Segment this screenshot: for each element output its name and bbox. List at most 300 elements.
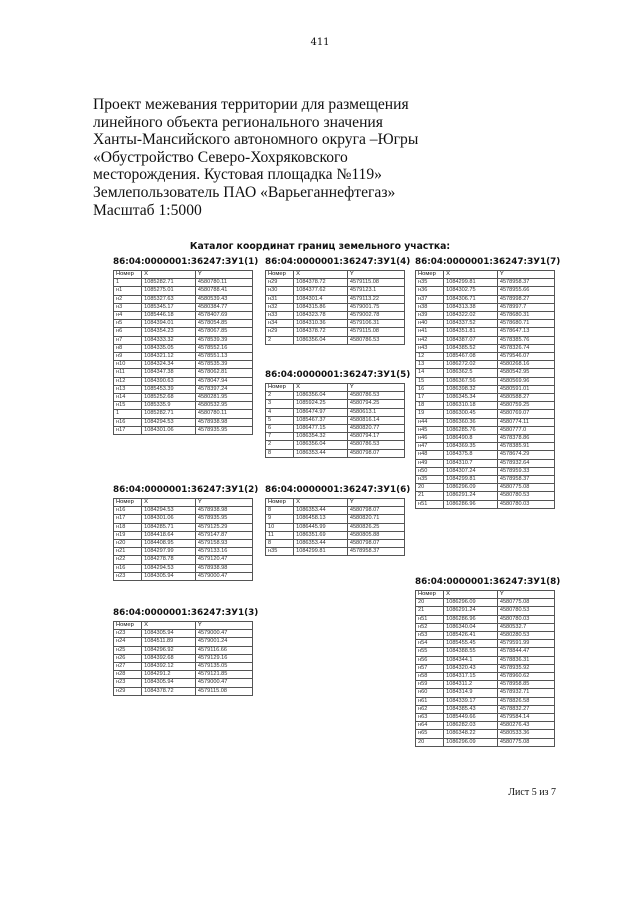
y-coordinate: 4580591.01 [497,385,554,393]
table-row [266,531,405,539]
x-coordinate: 1084394.01 [142,320,196,328]
table-row [114,630,253,638]
x-coordinate: 1084324.34 [142,361,196,369]
table-row [416,410,555,418]
table-row [114,328,253,336]
block-title: 86:04:0000001:36247:ЗУ1(4) [265,257,411,267]
table-row [114,336,253,344]
point-number: 10 [266,523,294,531]
x-coordinate: 1086474.97 [294,408,348,416]
x-coordinate: 1084392.68 [142,654,196,662]
column-header: Номер [266,384,294,392]
x-coordinate: 1086340.04 [444,623,498,631]
point-number: н60 [416,689,444,697]
point-number: н17 [114,426,142,434]
table-header-row [416,591,555,599]
table-row [416,418,555,426]
point-number: н57 [416,664,444,672]
x-coordinate: 1084418.64 [142,531,196,539]
table-row [266,408,405,416]
point-number: 13 [416,361,444,369]
table-row [416,279,555,287]
x-coordinate: 1084315.86 [294,303,348,311]
coordinates-table [113,270,253,435]
y-coordinate: 4580805.88 [347,531,404,539]
point-number: н5 [114,320,142,328]
point-number: 15 [416,377,444,385]
point-number: 8 [266,507,294,515]
point-number: н62 [416,705,444,713]
point-number: 2 [266,441,294,449]
x-coordinate: 1084351.81 [444,328,498,336]
y-coordinate: 4578535.39 [195,361,252,369]
x-coordinate: 1084291.2 [142,671,196,679]
x-coordinate: 1086353.44 [294,507,348,515]
point-number: 3 [266,400,294,408]
y-coordinate: 4579546.07 [497,353,554,361]
y-coordinate: 4578958.37 [347,548,404,556]
y-coordinate: 4578378.86 [497,435,554,443]
point-number: 20 [416,738,444,746]
x-coordinate: 1086353.44 [294,540,348,548]
y-coordinate: 4578932.64 [497,459,554,467]
table-row [114,687,253,695]
x-coordinate: 1084311.2 [444,681,498,689]
point-number: н34 [266,320,294,328]
table-row [416,599,555,607]
x-coordinate: 1084337.52 [444,320,498,328]
table-row [416,492,555,500]
table-row [416,500,555,508]
table-row [114,548,253,556]
y-coordinate: 4578958.37 [497,279,554,287]
column-header: Номер [114,271,142,279]
point-number: н32 [266,303,294,311]
heading-line: Проект межевания территории для размещения [93,96,409,113]
table-row [416,648,555,656]
y-coordinate: 4579121.85 [195,671,252,679]
x-coordinate: 1086272.02 [444,361,498,369]
x-coordinate: 1084323.78 [294,312,348,320]
coord-block [415,257,561,509]
table-row [114,426,253,434]
coordinates-table [265,383,405,458]
y-coordinate: 4579001.75 [347,303,404,311]
point-number: н29 [266,279,294,287]
table-row [416,484,555,492]
x-coordinate: 1085453.39 [142,385,196,393]
x-coordinate: 1084294.53 [142,418,196,426]
block-title: 86:04:0000001:36247:ЗУ1(2) [113,485,259,495]
column-header: Y [347,384,404,392]
y-coordinate: 4580532.7 [497,623,554,631]
column-header: X [294,499,348,507]
table-row [114,279,253,287]
coordinates-table [113,498,253,581]
point-number: н37 [416,295,444,303]
x-coordinate: 1086296.09 [444,484,498,492]
y-coordinate: 4580780.11 [195,279,252,287]
column-header: X [444,591,498,599]
table-row [114,523,253,531]
point-number: н50 [416,467,444,475]
table-row [114,638,253,646]
point-number: н47 [416,443,444,451]
table-row [416,312,555,320]
heading-line: Ханты-Мансийского автономного округа –Югры [93,131,419,149]
table-row [416,443,555,451]
y-coordinate: 4579000.47 [195,630,252,638]
point-number: 6 [266,425,294,433]
y-coordinate: 4579129.16 [195,654,252,662]
point-number: н8 [114,344,142,352]
x-coordinate: 1086282.03 [444,722,498,730]
y-coordinate: 4580786.53 [347,392,404,400]
table-row [114,663,253,671]
table-row [416,722,555,730]
x-coordinate: 1084335.05 [142,344,196,352]
coord-block [113,608,259,696]
y-coordinate: 4578826.58 [497,697,554,705]
y-coordinate: 4578959.33 [497,467,554,475]
x-coordinate: 1084369.35 [444,443,498,451]
point-number: 7 [266,433,294,441]
x-coordinate: 1085446.18 [142,312,196,320]
table-row [416,336,555,344]
table-row [416,664,555,672]
point-number: н12 [114,377,142,385]
table-row [416,303,555,311]
y-coordinate: 4580759.25 [497,402,554,410]
y-coordinate: 4580798.07 [347,449,404,457]
coordinates-table [113,621,253,696]
table-row [416,287,555,295]
table-row [416,328,555,336]
x-coordinate: 1084378.72 [294,279,348,287]
table-row [266,540,405,548]
y-coordinate: 4578539.39 [195,336,252,344]
y-coordinate: 4579591.99 [497,640,554,648]
x-coordinate: 1084310.36 [294,320,348,328]
y-coordinate: 4578938.98 [195,418,252,426]
table-row [266,416,405,424]
x-coordinate: 1086296.09 [444,738,498,746]
x-coordinate: 1085426.41 [444,632,498,640]
y-coordinate: 4578326.74 [497,344,554,352]
y-coordinate: 4579115.08 [195,687,252,695]
table-row [416,632,555,640]
y-coordinate: 4579584.14 [497,714,554,722]
x-coordinate: 1086360.36 [444,418,498,426]
point-number: 12 [416,353,444,361]
coord-block [265,370,411,458]
table-row [416,689,555,697]
point-number: н18 [114,523,142,531]
table-row [416,730,555,738]
point-number: 2 [266,336,294,344]
heading-line: Масштаб 1:5000 [93,201,202,219]
point-number: 16 [416,385,444,393]
point-number: 20 [416,599,444,607]
table-row [416,320,555,328]
table-row [114,353,253,361]
x-coordinate: 1086367.56 [444,377,498,385]
table-row [114,344,253,352]
point-number: н22 [114,556,142,564]
x-coordinate: 1084321.12 [142,353,196,361]
point-number: н23 [114,630,142,638]
table-row [114,295,253,303]
x-coordinate: 1084305.94 [142,630,196,638]
table-row [416,295,555,303]
table-row [114,507,253,515]
y-coordinate: 4580798.07 [347,540,404,548]
table-row [416,402,555,410]
point-number: н23 [114,572,142,580]
x-coordinate: 1085345.17 [142,303,196,311]
point-number: н64 [416,722,444,730]
x-coordinate: 1086458.13 [294,515,348,523]
point-number: н17 [114,515,142,523]
table-header-row [266,271,405,279]
y-coordinate: 4578385.91 [497,443,554,451]
x-coordinate: 1084299.81 [444,476,498,484]
y-coordinate: 4580786.53 [347,336,404,344]
point-number: н31 [266,295,294,303]
coordinates-table [415,590,555,747]
point-number: н54 [416,640,444,648]
point-number: н21 [114,548,142,556]
y-coordinate: 4578932.71 [497,689,554,697]
y-coordinate: 4580774.11 [497,418,554,426]
heading-line: «Обустройство Северо-Хохряковского [93,148,348,166]
column-header: Y [347,271,404,279]
y-coordinate: 4580780.53 [497,492,554,500]
x-coordinate: 1084390.63 [142,377,196,385]
x-coordinate: 1086351.69 [294,531,348,539]
point-number: н19 [114,531,142,539]
x-coordinate: 1086353.44 [294,449,348,457]
table-row [114,646,253,654]
x-coordinate: 1086286.96 [444,615,498,623]
point-number: н45 [416,426,444,434]
point-number: н48 [416,451,444,459]
x-coordinate: 1084375.8 [444,451,498,459]
x-coordinate: 1084305.94 [142,679,196,687]
table-row [114,531,253,539]
x-coordinate: 1086291.24 [444,492,498,500]
y-coordinate: 4579001.24 [195,638,252,646]
point-number: 2 [266,392,294,400]
point-number: н13 [114,385,142,393]
y-coordinate: 4578062.81 [195,369,252,377]
y-coordinate: 4578551.13 [195,353,252,361]
x-coordinate: 1086356.04 [294,336,348,344]
y-coordinate: 4579000.47 [195,679,252,687]
x-coordinate: 1084378.72 [142,687,196,695]
y-coordinate: 4578844.47 [497,648,554,656]
table-row [114,312,253,320]
point-number: н16 [114,507,142,515]
point-number: н51 [416,615,444,623]
x-coordinate: 1084296.92 [142,646,196,654]
coord-block [415,577,561,747]
column-header: Y [195,622,252,630]
table-row [416,607,555,615]
column-header: X [142,622,196,630]
table-row [416,435,555,443]
table-row [266,392,405,400]
y-coordinate: 4578935.92 [497,664,554,672]
x-coordinate: 1084301.06 [142,426,196,434]
column-header: Y [497,271,554,279]
x-coordinate: 1084377.62 [294,287,348,295]
column-header: Номер [266,499,294,507]
y-coordinate: 4579115.08 [347,328,404,336]
y-coordinate: 4580820.77 [347,425,404,433]
x-coordinate: 1084302.75 [444,287,498,295]
point-number: н1 [114,287,142,295]
x-coordinate: 1084305.94 [142,572,196,580]
y-coordinate: 4580780.03 [497,500,554,508]
point-number: н35 [266,548,294,556]
coord-block [113,257,259,435]
y-coordinate: 4580780.53 [497,607,554,615]
y-coordinate: 4580588.27 [497,394,554,402]
y-coordinate: 4580777.0 [497,426,554,434]
y-coordinate: 4578935.95 [195,426,252,434]
point-number: н24 [114,638,142,646]
point-number: 14 [416,369,444,377]
x-coordinate: 1084347.38 [142,369,196,377]
point-number: н4 [114,312,142,320]
column-header: Y [347,499,404,507]
x-coordinate: 1084388.55 [444,648,498,656]
table-row [416,705,555,713]
x-coordinate: 1084313.38 [444,303,498,311]
x-coordinate: 1086490.8 [444,435,498,443]
x-coordinate: 1084339.17 [444,697,498,705]
y-coordinate: 4580384.77 [195,303,252,311]
y-coordinate: 4578680.71 [497,320,554,328]
y-coordinate: 4578958.37 [497,476,554,484]
table-row [266,523,405,531]
x-coordinate: 1084320.43 [444,664,498,672]
y-coordinate: 4578958.85 [497,681,554,689]
table-row [416,394,555,402]
y-coordinate: 4579125.29 [195,523,252,531]
y-coordinate: 4578832.27 [497,705,554,713]
point-number: 9 [266,515,294,523]
point-number: н40 [416,320,444,328]
point-number: н9 [114,353,142,361]
y-coordinate: 4578054.85 [195,320,252,328]
table-row [416,377,555,385]
y-coordinate: 4578998.27 [497,295,554,303]
block-title: 86:04:0000001:36247:ЗУ1(7) [415,257,561,267]
document-heading [93,96,553,219]
y-coordinate: 4580786.53 [347,441,404,449]
table-row [416,459,555,467]
coordinates-table [265,498,405,556]
column-header: Номер [114,499,142,507]
column-header: Y [497,591,554,599]
point-number: н46 [416,435,444,443]
y-coordinate: 4580613.1 [347,408,404,416]
point-number: 21 [416,492,444,500]
y-coordinate: 4579116.66 [195,646,252,654]
y-coordinate: 4579106.31 [347,320,404,328]
x-coordinate: 1084297.99 [142,548,196,556]
heading-line: месторождения. Кустовая площадка №119» [93,166,382,184]
table-row [266,320,405,328]
point-number: н41 [416,328,444,336]
heading-line: линейного объекта регионального значения [93,113,383,131]
point-number: н10 [114,361,142,369]
x-coordinate: 1084301.06 [142,515,196,523]
y-coordinate: 4579135.05 [195,663,252,671]
point-number: 20 [416,484,444,492]
y-coordinate: 4578067.85 [195,328,252,336]
table-row [114,385,253,393]
point-number: н14 [114,394,142,402]
column-header: Номер [416,271,444,279]
table-row [416,361,555,369]
y-coordinate: 4578997.7 [497,303,554,311]
y-coordinate: 4580780.11 [195,410,252,418]
table-row [266,400,405,408]
y-coordinate: 4578836.31 [497,656,554,664]
coord-block [113,485,259,581]
coord-block [265,485,411,556]
table-row [416,697,555,705]
y-coordinate: 4580280.53 [497,632,554,640]
x-coordinate: 1084344.1 [444,656,498,664]
table-row [416,426,555,434]
table-row [266,303,405,311]
table-row [416,615,555,623]
point-number: н65 [416,730,444,738]
column-header: Номер [114,622,142,630]
x-coordinate: 1085467.37 [294,416,348,424]
x-coordinate: 1084333.32 [142,336,196,344]
table-row [416,738,555,746]
y-coordinate: 4579133.16 [195,548,252,556]
block-title: 86:04:0000001:36247:ЗУ1(8) [415,577,561,587]
point-number: н20 [114,540,142,548]
y-coordinate: 4580820.71 [347,515,404,523]
table-row [416,353,555,361]
x-coordinate: 1086356.04 [294,441,348,449]
table-row [416,656,555,664]
x-coordinate: 1086398.32 [444,385,498,393]
point-number: н29 [266,328,294,336]
point-number: 1 [114,279,142,287]
point-number: 17 [416,394,444,402]
point-number: н42 [416,336,444,344]
point-number: н56 [416,656,444,664]
table-row [266,336,405,344]
table-row [114,394,253,402]
coordinates-table [265,270,405,345]
point-number: н58 [416,673,444,681]
x-coordinate: 1086285.76 [444,426,498,434]
x-coordinate: 1084314.9 [444,689,498,697]
x-coordinate: 1084385.52 [444,344,498,352]
point-number: н44 [416,418,444,426]
x-coordinate: 1084317.15 [444,673,498,681]
table-row [266,328,405,336]
